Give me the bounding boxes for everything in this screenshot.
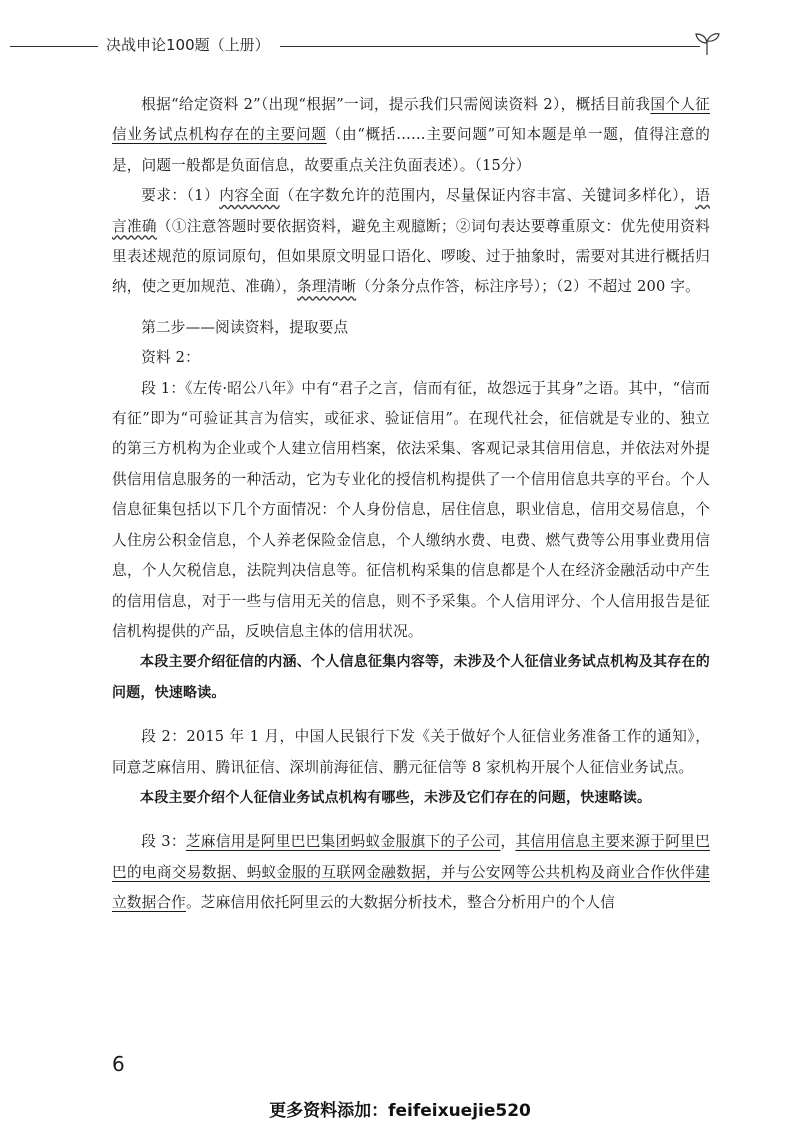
question-hint: （由“概括……主要问题”可知本题是单一题，值得注意的是，问题一般都是负面信息，故要重点关注负面表述）。（15分） — [112, 126, 710, 174]
running-header — [10, 28, 730, 64]
sprout-icon — [692, 30, 722, 56]
requirement-keyword: 条理清晰 — [297, 278, 357, 296]
step-heading: 第二步——阅读资料，提取要点 — [141, 318, 349, 336]
book-title: 决战申论100题（上册） — [106, 36, 270, 54]
material-paragraph-3 — [112, 827, 710, 918]
page-body — [112, 90, 710, 919]
material-paragraph-2: 段 2：2015 年 1 月，中国人民银行下发《关于做好个人征信业务准备工作的通知》，同意芝麻信用、腾讯征信、深圳前海征信、鹏元征信等 8 家机构开展个人征信业务试点。 — [112, 728, 710, 776]
question-text-part: 根据“给定资料 2”（出现“根据”一词，提示我们只需阅读资料 2），概括目前我 — [141, 96, 651, 113]
requirement-keyword: 内容全面 — [219, 187, 280, 205]
requirement-text: （①注意答题时要依据资料，避免主观臆断；②词句表达要尊重原文：优先使用资料里表述规范的原词原句，但如果原文明显口语化、啰唆、过于抽象时，需要对其进行概括归纳，使之更加规范、准确）， — [112, 217, 711, 296]
paragraph-2-note: 本段主要介绍个人征信业务试点机构有哪些，未涉及它们存在的问题，快速略读。 — [140, 789, 652, 806]
paragraph-3-highlight: 其信用信息主要来源于阿里巴巴的电商交易数据、蚂蚁金服的互联网金融数据，并与公安网等公共机构及商业合作伙伴建立数据合作 — [112, 833, 710, 912]
header-rule-left — [10, 46, 98, 47]
paragraph-3-highlight: 芝麻信用是阿里巴巴集团蚂蚁金服旗下的子公司 — [185, 833, 501, 851]
footer-note: 更多资料添加：feifeixuejie520 — [269, 1101, 531, 1121]
paragraph-1-note: 本段主要介绍征信的内涵、个人信息征集内容等，未涉及个人征信业务试点机构及其存在的问题，快速略读。 — [112, 654, 710, 701]
header-rule-right — [280, 46, 700, 47]
material-paragraph-1: 段 1：《左传·昭公八年》中有“君子之言，信而有征，故怨远于其身”之语。其中，“信而有征”即为“可验证其言为信实，或征求、验证信用”。在现代社会，征信就是专业的、独立的第三方机构为企业或个人建立信用档案，依法采集、客观记录其信用信息，并依法对外提供信用信息服务的一种活动，它为专业化的授信机构提供了一个信用信息共享的平台。个人信息征集包括以下几个方面情况：个人身份信息，居住信息，职业信息，信用交易信息，个人住房公积金信息，个人养老保险金信息，个人缴纳水费、电费、燃气费等公用事业费用信息，个人欠税信息，法院判决信息等。征信机构采集的信息都是个人在经济金融活动中产生的信用信息，对于一些与信用无关的信息，则不予采集。个人信用评分、个人信用报告是征信机构提供的产品，反映信息主体的信用状况。 — [112, 379, 710, 640]
paragraph-3-text: 。芝麻信用依托阿里云的大数据分析技术，整合分析用户的个人信 — [185, 894, 616, 912]
requirements-paragraph — [112, 181, 710, 303]
requirement-keyword: 语言准确 — [112, 187, 710, 235]
requirement-text: （分条分点作答，标注序号）；（2）不超过 200 字。 — [356, 278, 700, 296]
question-key-phrase: 国个人征信业务试点机构存在的主要问题 — [112, 96, 710, 144]
question-paragraph — [112, 90, 710, 181]
paragraph-3-label: 段 3： — [141, 833, 186, 851]
material-label: 资料 2： — [141, 349, 200, 367]
paragraph-3-text: ， — [500, 833, 516, 851]
requirement-text: 要求：（1） — [141, 187, 220, 205]
page-number: 6 — [112, 1052, 125, 1076]
requirement-text: （在字数允许的范围内，尽量保证内容丰富、关键词多样化）， — [279, 187, 696, 205]
